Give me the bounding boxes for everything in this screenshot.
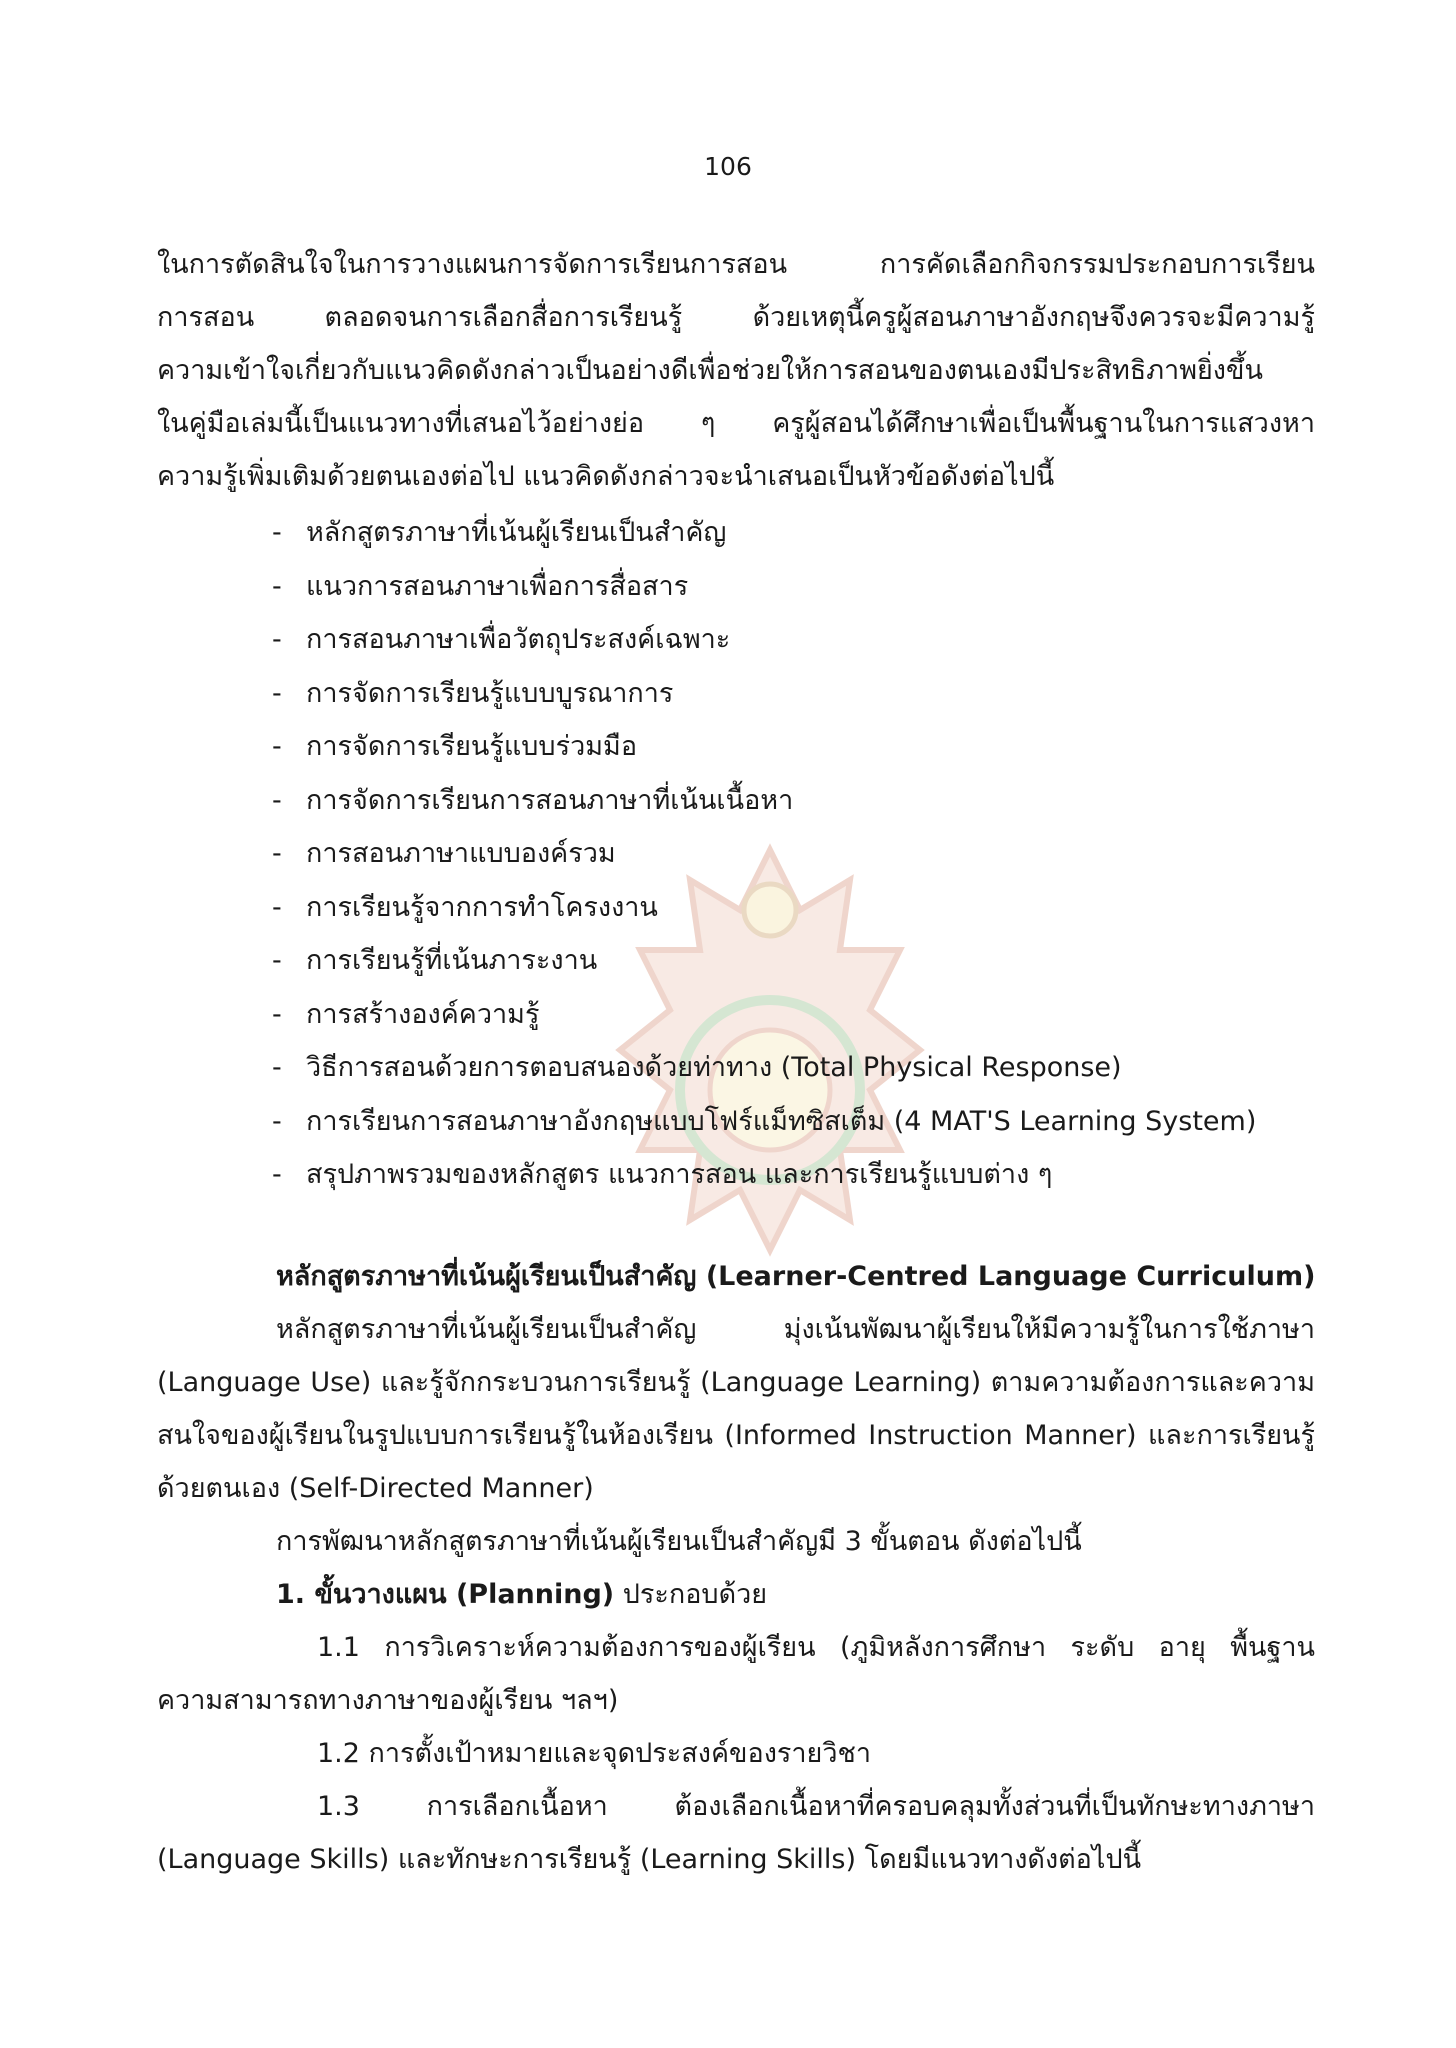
list-item-text: การจัดการเรียนรู้แบบบูรณาการ: [306, 677, 674, 709]
intro-paragraph: [157, 238, 1315, 503]
item-1-3-line: 1.3 การเลือกเนื้อหา ต้องเลือกเนื้อหาที่ครอบคลุมทั้งส่วนที่เป็นทักษะทางภาษา: [317, 1791, 1315, 1822]
list-dash: -: [272, 891, 282, 923]
list-item-text: การเรียนการสอนภาษาอังกฤษแบบโฟร์แม็ทซิสเต็ม (4 MAT'S Learning System): [306, 1105, 1257, 1137]
list-dash: -: [272, 945, 282, 976]
list-item-text: วิธีการสอนด้วยการตอบสนองด้วยท่าทาง (Total Physical Response): [306, 1052, 1122, 1083]
section-para1-line: ด้วยตนเอง (Self-Directed Manner): [157, 1473, 594, 1504]
list-dash: -: [272, 731, 282, 762]
list-dash: -: [272, 624, 282, 655]
list-item: [272, 1148, 1312, 1202]
list-dash: -: [272, 1052, 282, 1083]
list-item-text: หลักสูตรภาษาที่เน้นผู้เรียนเป็นสำคัญ: [306, 517, 727, 548]
list-dash: -: [272, 517, 282, 548]
list-dash: -: [272, 1105, 282, 1137]
list-item-text: การสอนภาษาแบบองค์รวม: [306, 838, 616, 869]
intro-line: ในคู่มือเล่มนี้เป็นแนวทางที่เสนอไว้อย่างย่อ ๆ ครูผู้สอนได้ศึกษาเพื่อเป็นพื้นฐานในการแสวงหา: [157, 408, 1315, 439]
step1-rest: ประกอบด้วย: [614, 1579, 768, 1610]
list-item-text: การเรียนรู้ที่เน้นภาระงาน: [306, 945, 598, 976]
list-item: [272, 720, 1312, 774]
list-item-text: สรุปภาพรวมของหลักสูตร แนวการสอน และการเรียนรู้แบบต่าง ๆ: [306, 1159, 1053, 1190]
list-item: [272, 774, 1312, 828]
list-item: [272, 667, 1312, 721]
list-item-text: การจัดการเรียนการสอนภาษาที่เน้นเนื้อหา: [306, 784, 794, 816]
list-item-text: การสอนภาษาเพื่อวัตถุประสงค์เฉพาะ: [306, 624, 731, 655]
page-number: 106: [704, 152, 752, 181]
intro-line: ในการตัดสินใจในการวางแผนการจัดการเรียนการสอน การคัดเลือกกิจกรรมประกอบการเรียน: [157, 249, 1315, 280]
list-dash: -: [272, 998, 282, 1030]
list-dash: -: [272, 1159, 282, 1190]
list-dash: -: [272, 784, 282, 816]
topic-list: [272, 506, 1312, 1202]
list-item: [272, 613, 1312, 667]
intro-line: ความรู้เพิ่มเติมด้วยตนเองต่อไป แนวคิดดังกล่าวจะนำเสนอเป็นหัวข้อดังต่อไปนี้: [157, 461, 1055, 492]
section-heading: หลักสูตรภาษาที่เน้นผู้เรียนเป็นสำคัญ (Learner-Centred Language Curriculum): [276, 1261, 1315, 1292]
list-item: [272, 881, 1312, 935]
list-item: [272, 560, 1312, 614]
list-dash: -: [272, 570, 282, 602]
item-1-2: 1.2 การตั้งเป้าหมายและจุดประสงค์ของรายวิชา: [317, 1738, 872, 1769]
step1-label: 1. ขั้นวางแผน (Planning): [276, 1579, 615, 1610]
list-item: [272, 988, 1312, 1042]
section-para1-line: (Language Use) และรู้จักกระบวนการเรียนรู้ (Language Learning) ตามความต้องการและความ: [157, 1367, 1315, 1398]
list-item: [272, 934, 1312, 988]
list-item: [272, 1095, 1312, 1149]
item-1-1-line: 1.1 การวิเคราะห์ความต้องการของผู้เรียน (ภูมิหลังการศึกษา ระดับ อายุ พื้นฐาน: [317, 1632, 1315, 1663]
intro-line: ความเข้าใจเกี่ยวกับแนวคิดดังกล่าวเป็นอย่างดีเพื่อช่วยให้การสอนของตนเองมีประสิทธิภาพยิ่งขึ้น: [157, 355, 1263, 386]
list-item: [272, 506, 1312, 560]
section-learner-centred: [157, 1250, 1315, 1886]
section-para2: การพัฒนาหลักสูตรภาษาที่เน้นผู้เรียนเป็นสำคัญมี 3 ขั้นตอน ดังต่อไปนี้: [276, 1526, 1082, 1557]
step1-heading: [157, 1568, 1315, 1621]
list-item-text: แนวการสอนภาษาเพื่อการสื่อสาร: [306, 570, 689, 602]
section-para1-line: หลักสูตรภาษาที่เน้นผู้เรียนเป็นสำคัญ มุ่งเน้นพัฒนาผู้เรียนให้มีความรู้ในการใช้ภาษา: [276, 1314, 1315, 1345]
list-item-text: การเรียนรู้จากการทำโครงงาน: [306, 891, 658, 923]
list-dash: -: [272, 677, 282, 709]
list-item: [272, 827, 1312, 881]
list-item: [272, 1041, 1312, 1095]
section-para1-line: สนใจของผู้เรียนในรูปแบบการเรียนรู้ในห้องเรียน (Informed Instruction Manner) และการเรียนรู้: [157, 1420, 1315, 1451]
item-1-3-line: (Language Skills) และทักษะการเรียนรู้ (Learning Skills) โดยมีแนวทางดังต่อไปนี้: [157, 1844, 1142, 1875]
item-1-1-line: ความสามารถทางภาษาของผู้เรียน ฯลฯ): [157, 1685, 619, 1716]
list-dash: -: [272, 838, 282, 869]
intro-line: การสอน ตลอดจนการเลือกสื่อการเรียนรู้ ด้วยเหตุนี้ครูผู้สอนภาษาอังกฤษจึงควรจะมีความรู้: [157, 302, 1315, 333]
list-item-text: การสร้างองค์ความรู้: [306, 998, 540, 1030]
list-item-text: การจัดการเรียนรู้แบบร่วมมือ: [306, 731, 638, 762]
